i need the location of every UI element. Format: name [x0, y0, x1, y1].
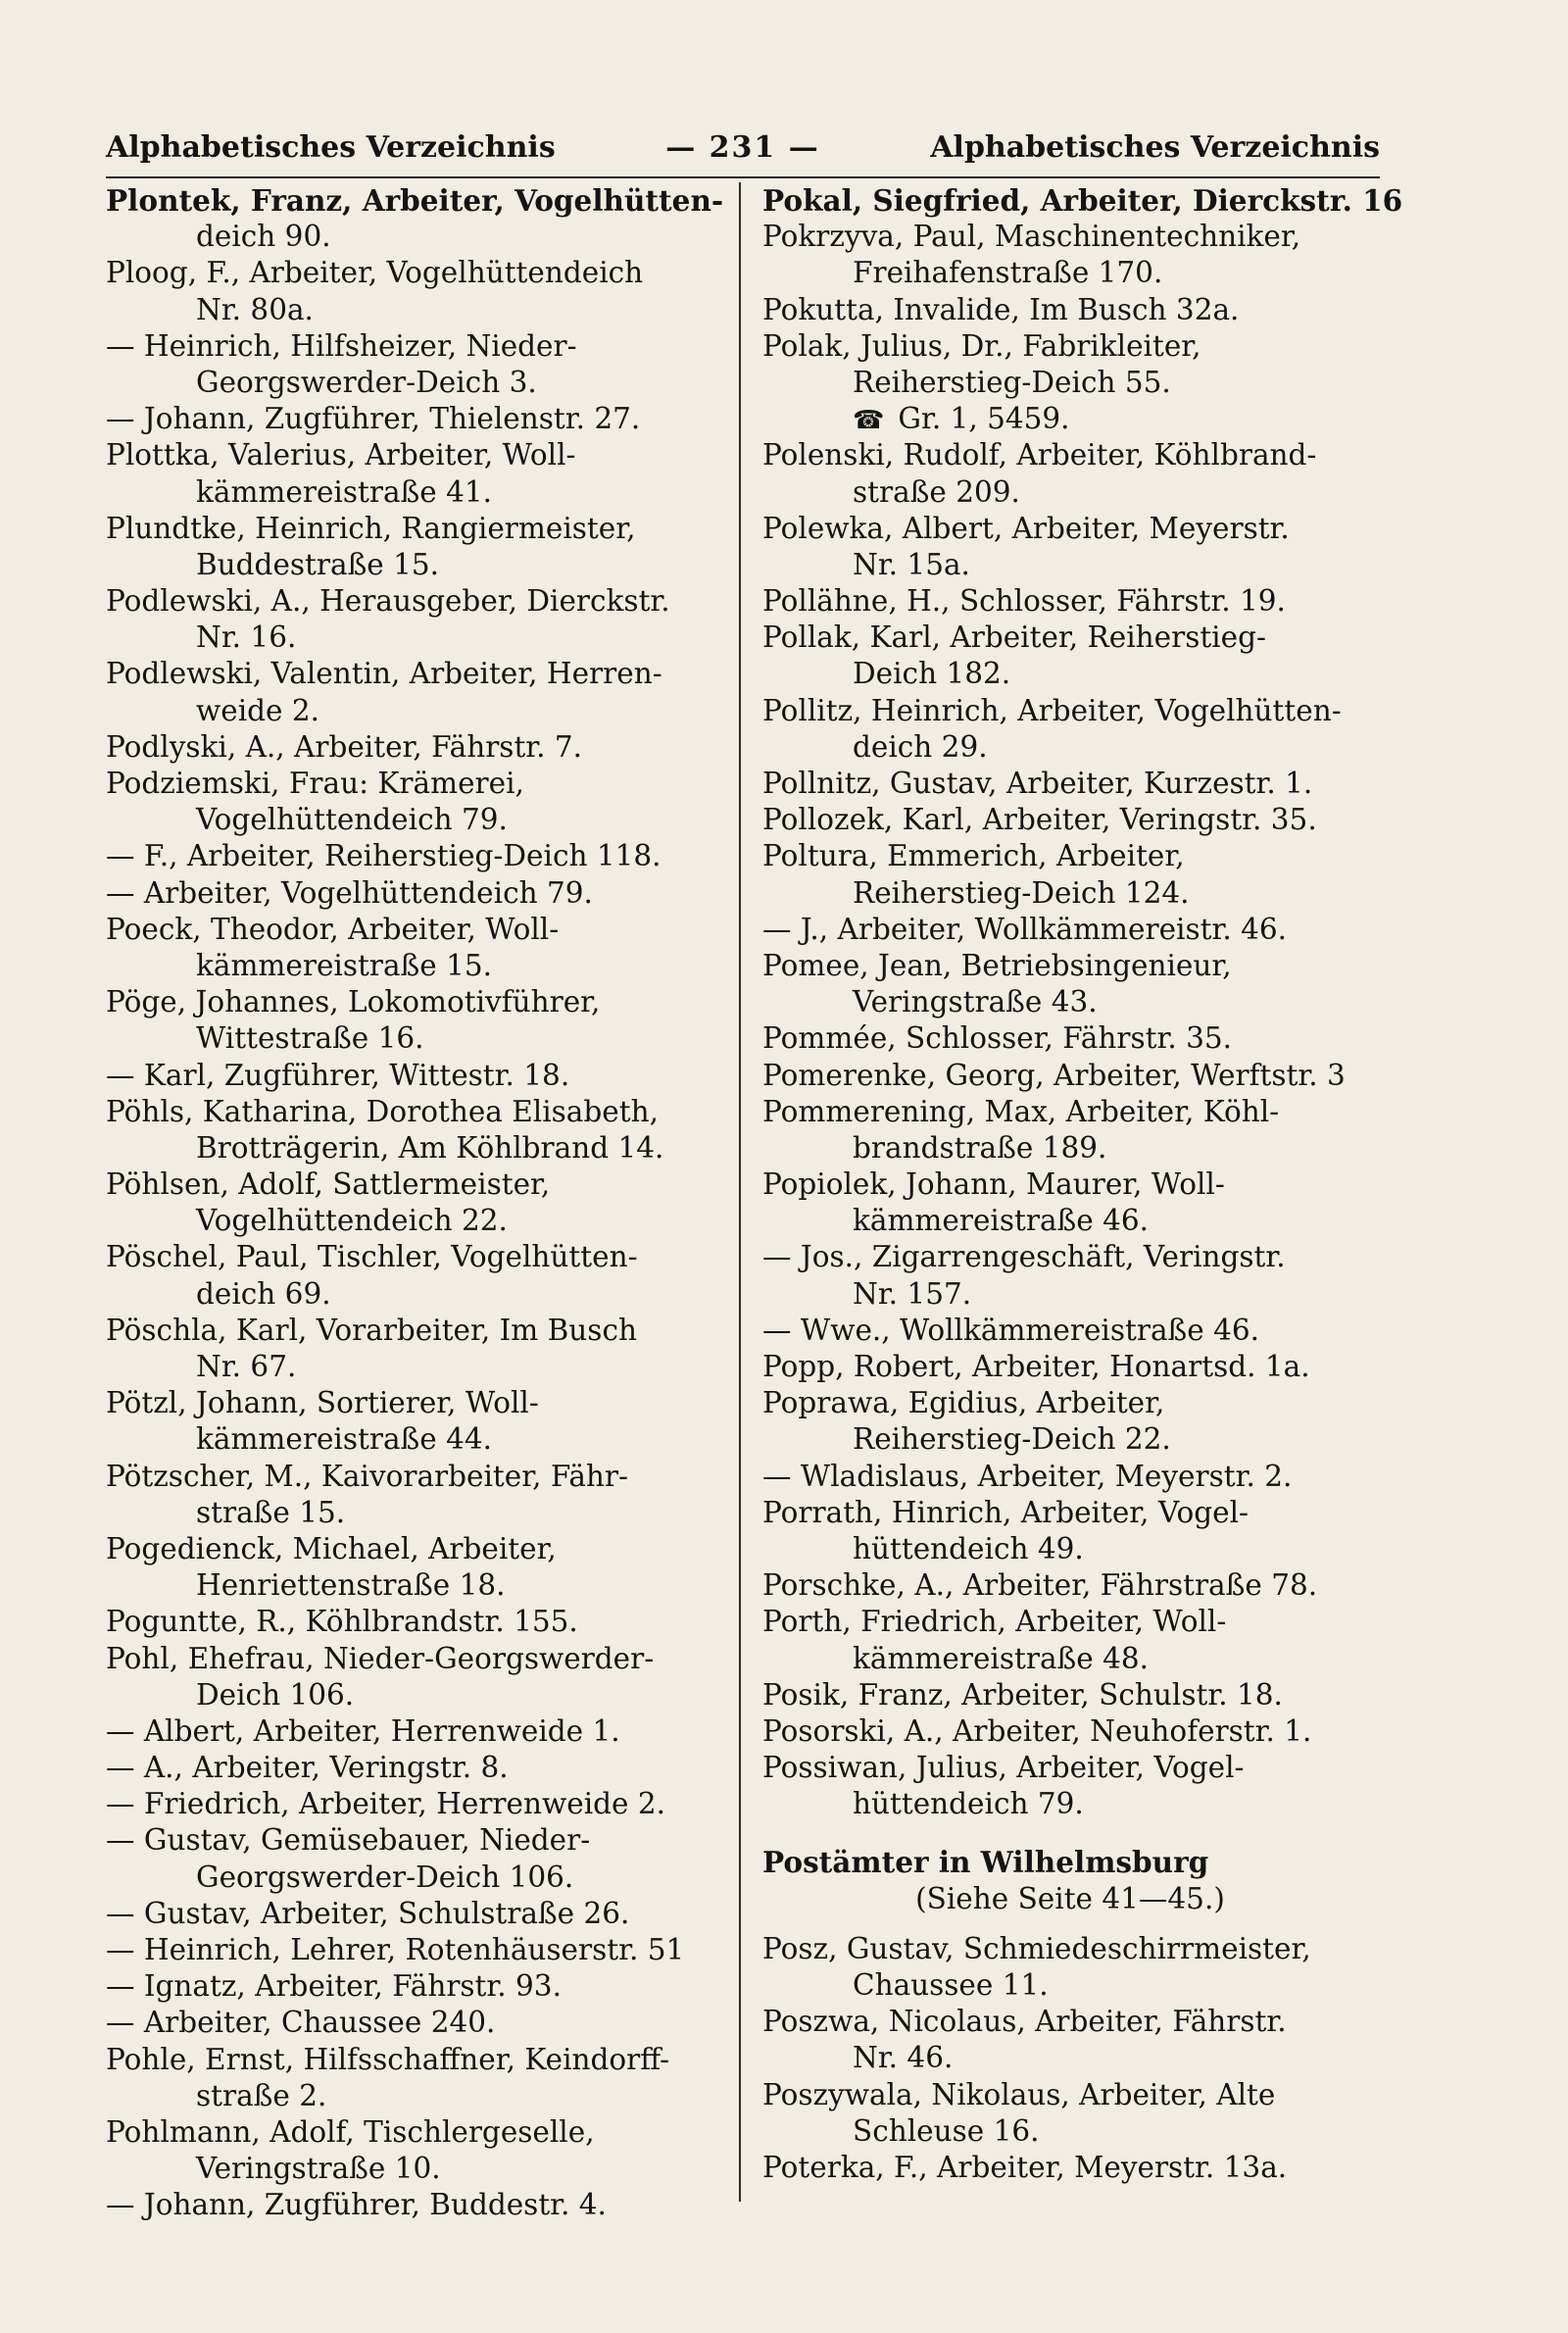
directory-entry [762, 1239, 1378, 1275]
entry-continuation [106, 802, 721, 838]
entry-continuation [762, 474, 1378, 511]
entry-text: Pötzl, Johann, Sortierer, Woll- [106, 1386, 539, 1420]
entry-text: deich 90. [196, 220, 331, 254]
entry-text: Pöschla, Karl, Vorarbeiter, Im Busch [106, 1313, 637, 1347]
directory-entry [106, 656, 721, 692]
directory-entry [762, 1313, 1378, 1349]
page-header [106, 125, 1380, 169]
right-column [762, 182, 1403, 2186]
entry-text: Pöhlsen, Adolf, Sattlermeister, [106, 1167, 551, 1202]
directory-entry [106, 1968, 721, 2005]
header-left: Alphabetisches Verzeichnis [106, 129, 556, 165]
directory-entry [106, 328, 721, 365]
entry-text: Buddestraße 15. [196, 547, 440, 581]
entry-text: Pomee, Jean, Betriebsingenieur, [762, 948, 1232, 982]
entry-text: Podlewski, Valentin, Arbeiter, Herren- [106, 657, 662, 691]
entry-continuation [762, 1531, 1378, 1567]
entry-text: Wittestraße 16. [196, 1021, 424, 1056]
entry-continuation [106, 620, 721, 656]
directory-entry [762, 1349, 1378, 1385]
entry-text: Pöhls, Katharina, Dorothea Elisabeth, [106, 1094, 659, 1128]
entry-continuation [762, 255, 1378, 291]
entry-text: Posz, Gustav, Schmiedeschirrmeister, [762, 1931, 1311, 1965]
entry-text: — Gustav, Arbeiter, Schulstraße 26. [106, 1896, 630, 1930]
entry-text: kämmereistraße 48. [853, 1641, 1150, 1675]
entry-text: Plontek, Franz, Arbeiter, Vogelhütten- [106, 183, 724, 218]
directory-entry [762, 1567, 1378, 1604]
entry-text: straße 15. [196, 1495, 346, 1529]
entry-text: Ploog, F., Arbeiter, Vogelhüttendeich [106, 256, 644, 290]
entry-text: kämmereistraße 41. [196, 474, 493, 509]
entry-text: Pogedienck, Michael, Arbeiter, [106, 1531, 557, 1565]
entry-text: Nr. 46. [853, 2041, 954, 2075]
entry-text: Pommerening, Max, Arbeiter, Köhl- [762, 1094, 1280, 1128]
entry-continuation [106, 292, 721, 328]
entry-text: Pohl, Ehefrau, Nieder-Georgswerder- [106, 1641, 655, 1675]
entry-text: Georgswerder-Deich 106. [196, 1860, 574, 1894]
entry-text: Polak, Julius, Dr., Fabrikleiter, [762, 328, 1201, 363]
entry-continuation [106, 1276, 721, 1313]
directory-entry [106, 1058, 721, 1094]
entry-text: Pomerenke, Georg, Arbeiter, Werftstr. 3 [762, 1058, 1346, 1092]
entry-text: Plundtke, Heinrich, Rangiermeister, [106, 511, 636, 545]
entry-continuation [762, 1967, 1378, 2004]
directory-entry [106, 1313, 721, 1349]
header-right: Alphabetisches Verzeichnis [930, 129, 1380, 165]
entry-continuation [106, 1349, 721, 1385]
entry-text: — Wwe., Wollkämmereistraße 46. [762, 1313, 1259, 1347]
directory-entry [762, 1677, 1378, 1713]
entry-text: Georgswerder-Deich 3. [196, 365, 537, 399]
entry-text: Poguntte, R., Köhlbrandstr. 155. [106, 1605, 578, 1639]
entry-text: — A., Arbeiter, Veringstr. 8. [106, 1751, 509, 1785]
entry-continuation [762, 656, 1378, 692]
entry-text: Poszywala, Nikolaus, Arbeiter, Alte [762, 2077, 1276, 2111]
directory-entry [106, 1385, 721, 1421]
directory-entry [762, 693, 1378, 729]
entry-continuation [106, 2078, 721, 2114]
spacer [762, 1917, 1378, 1931]
entry-text: Porrath, Hinrich, Arbeiter, Vogel- [762, 1495, 1249, 1529]
directory-entry [106, 511, 721, 547]
directory-entry [106, 182, 724, 219]
entry-text: — Johann, Zugführer, Buddestr. 4. [106, 2188, 607, 2222]
entry-continuation [106, 1130, 721, 1166]
entry-text: hüttendeich 49. [853, 1531, 1084, 1565]
entry-text: — Wladislaus, Arbeiter, Meyerstr. 2. [762, 1459, 1293, 1493]
directory-entry [762, 1713, 1378, 1750]
entry-continuation [106, 1421, 721, 1458]
entry-text: hüttendeich 79. [853, 1787, 1084, 1821]
header-rule [106, 176, 1380, 178]
entry-text: Pokrzyva, Paul, Maschinentechniker, [762, 220, 1301, 254]
entry-text: deich 69. [196, 1276, 331, 1311]
entry-text: kämmereistraße 46. [853, 1204, 1150, 1238]
entry-text: Porschke, A., Arbeiter, Fährstraße 78. [762, 1568, 1318, 1603]
directory-entry [762, 219, 1378, 255]
entry-continuation [762, 1130, 1378, 1166]
directory-entry [762, 511, 1378, 547]
entry-text: Nr. 67. [196, 1350, 297, 1383]
entry-continuation [762, 1203, 1378, 1239]
entry-continuation [106, 948, 721, 984]
entry-text: Polewka, Albert, Arbeiter, Meyerstr. [762, 511, 1290, 545]
entry-text: brandstraße 189. [853, 1130, 1107, 1165]
entry-text: Veringstraße 43. [853, 985, 1098, 1019]
entry-text: — Arbeiter, Vogelhüttendeich 79. [106, 875, 593, 910]
entry-text: Pollitz, Heinrich, Arbeiter, Vogelhütten- [762, 693, 1342, 727]
directory-entry [762, 1495, 1378, 1531]
telephone-icon: ☎ [853, 406, 885, 436]
entry-continuation [762, 1641, 1378, 1677]
entry-continuation [106, 1203, 721, 1239]
entry-text: Pöschel, Paul, Tischler, Vogelhütten- [106, 1240, 638, 1274]
entry-text: Brotträgerin, Am Köhlbrand 14. [196, 1130, 664, 1165]
left-column [106, 182, 724, 2224]
entry-text: Freihafenstraße 170. [853, 256, 1163, 290]
entry-text: Reiherstieg-Deich 22. [853, 1422, 1171, 1457]
entry-text: Pokutta, Invalide, Im Busch 32a. [762, 292, 1240, 326]
entry-continuation [762, 365, 1378, 401]
entry-continuation [106, 1495, 721, 1531]
entry-text: Deich 182. [853, 657, 1011, 691]
entry-text: (Siehe Seite 41—45.) [915, 1881, 1225, 1915]
entry-text: Pöge, Johannes, Lokomotivführer, [106, 985, 601, 1019]
entry-text: Pötzscher, M., Kaivorarbeiter, Fähr- [106, 1459, 628, 1493]
entry-text: — Gustav, Gemüsebauer, Nieder- [106, 1823, 591, 1858]
entry-text: Reiherstieg-Deich 124. [853, 875, 1190, 910]
entry-continuation [106, 1567, 721, 1604]
entry-continuation [762, 547, 1378, 583]
entry-text: Pohle, Ernst, Hilfsschaffner, Keindorff- [106, 2042, 670, 2076]
entry-text: Deich 106. [196, 1677, 355, 1712]
entry-text: kämmereistraße 44. [196, 1422, 493, 1457]
directory-entry [762, 1058, 1378, 1094]
entry-continuation [762, 1421, 1378, 1458]
directory-entry [106, 2114, 721, 2151]
entry-continuation [106, 547, 721, 583]
entry-text: Popiolek, Johann, Maurer, Woll- [762, 1167, 1225, 1202]
entry-continuation [106, 1860, 721, 1896]
directory-entry [762, 1094, 1378, 1130]
directory-entry [106, 1822, 721, 1859]
entry-text: Poltura, Emmerich, Arbeiter, [762, 839, 1185, 873]
directory-entry [106, 912, 721, 948]
entry-text: kämmereistraße 15. [196, 948, 493, 982]
entry-text: Poszwa, Nicolaus, Arbeiter, Fährstr. [762, 2005, 1287, 2039]
entry-text: Veringstraße 10. [196, 2152, 441, 2186]
directory-entry [762, 948, 1378, 984]
entry-text: Pokal, Siegfried, Arbeiter, Dierckstr. 16 [762, 183, 1403, 218]
directory-entry [762, 1020, 1378, 1057]
entry-continuation [106, 2151, 721, 2187]
directory-entry [762, 2077, 1378, 2113]
entry-text: Possiwan, Julius, Arbeiter, Vogel- [762, 1751, 1245, 1785]
directory-entry [106, 838, 721, 874]
directory-entry [762, 912, 1378, 948]
directory-entry [106, 1932, 721, 1968]
directory-entry [106, 1641, 721, 1677]
entry-continuation [762, 1786, 1378, 1822]
entry-text: Schleuse 16. [853, 2113, 1040, 2148]
directory-entry [106, 2042, 721, 2078]
entry-text: Poprawa, Egidius, Arbeiter, [762, 1386, 1165, 1420]
entry-text: Poterka, F., Arbeiter, Meyerstr. 13a. [762, 2150, 1288, 2184]
directory-entry [762, 766, 1378, 802]
entry-text: straße 2. [196, 2078, 327, 2112]
directory-entry [762, 838, 1378, 874]
entry-text: Nr. 80a. [196, 292, 314, 326]
entry-text: Poeck, Theodor, Arbeiter, Woll- [106, 912, 560, 946]
directory-entry [762, 182, 1403, 219]
entry-text: Plottka, Valerius, Arbeiter, Woll- [106, 438, 576, 472]
entry-text: straße 209. [853, 474, 1020, 509]
directory-entry [762, 1604, 1378, 1640]
entry-text: — Arbeiter, Chaussee 240. [106, 2006, 496, 2040]
entry-text: Pommée, Schlosser, Fährstr. 35. [762, 1021, 1232, 1056]
entry-text: Posorski, A., Arbeiter, Neuhoferstr. 1. [762, 1713, 1312, 1748]
directory-entry [762, 328, 1378, 365]
entry-text: Vogelhüttendeich 22. [196, 1204, 508, 1238]
directory-entry [106, 1531, 721, 1567]
entry-text: Porth, Friedrich, Arbeiter, Woll- [762, 1605, 1227, 1639]
entry-text: Nr. 15a. [853, 547, 970, 581]
entry-text: — J., Arbeiter, Wollkämmereistr. 46. [762, 912, 1287, 946]
section-note [762, 1881, 1378, 1917]
entry-text: Chaussee 11. [853, 1968, 1049, 2002]
entry-continuation [106, 219, 721, 255]
entry-text: — Jos., Zigarrengeschäft, Veringstr. [762, 1240, 1286, 1274]
entry-text: Postämter in Wilhelmsburg [762, 1845, 1209, 1880]
entry-continuation [762, 729, 1378, 766]
directory-entry [106, 729, 721, 766]
entry-continuation [762, 1276, 1378, 1313]
directory-entry [106, 401, 721, 437]
directory-entry [762, 292, 1378, 328]
entry-continuation [762, 2040, 1378, 2076]
entry-text: — Heinrich, Lehrer, Rotenhäuserstr. 51 [106, 1933, 685, 1966]
entry-text: Polenski, Rudolf, Arbeiter, Köhlbrand- [762, 438, 1317, 472]
entry-text: Podziemski, Frau: Krämerei, [106, 767, 524, 800]
phone-number [762, 401, 1378, 437]
entry-continuation [762, 875, 1378, 912]
directory-entry [106, 1239, 721, 1275]
directory-entry [106, 1713, 721, 1750]
entry-text: — Albert, Arbeiter, Herrenweide 1. [106, 1713, 620, 1748]
directory-entry [106, 1094, 721, 1130]
entry-continuation [106, 365, 721, 401]
spacer [762, 1822, 1378, 1844]
directory-entry [762, 437, 1378, 473]
entry-text: — F., Arbeiter, Reiherstieg-Deich 118. [106, 839, 662, 873]
page-number: — 231 — [665, 129, 820, 165]
directory-entry [106, 766, 721, 802]
directory-entry [762, 620, 1378, 656]
entry-text: — Karl, Zugführer, Wittestr. 18. [106, 1058, 570, 1092]
directory-entry [762, 1166, 1378, 1203]
directory-entry [762, 583, 1378, 620]
directory-entry [106, 875, 721, 912]
directory-entry [106, 2187, 721, 2223]
entry-text: weide 2. [196, 693, 320, 727]
directory-entry [762, 1931, 1378, 1967]
entry-continuation [106, 1677, 721, 1713]
entry-text: Pollähne, H., Schlosser, Fährstr. 19. [762, 584, 1286, 619]
entry-text: — Heinrich, Hilfsheizer, Nieder- [106, 328, 577, 363]
directory-entry [106, 1459, 721, 1495]
column-divider [739, 182, 741, 2202]
entry-text: Posik, Franz, Arbeiter, Schulstr. 18. [762, 1677, 1283, 1712]
entry-continuation [762, 984, 1378, 1020]
entry-text: Pollnitz, Gustav, Arbeiter, Kurzestr. 1. [762, 767, 1313, 800]
entry-text: Podlewski, A., Herausgeber, Dierckstr. [106, 584, 670, 619]
entry-text: Nr. 16. [196, 620, 297, 655]
entry-text: Popp, Robert, Arbeiter, Honartsd. 1a. [762, 1350, 1310, 1383]
directory-entry [106, 583, 721, 620]
entry-text: — Johann, Zugführer, Thielenstr. 27. [106, 402, 641, 436]
entry-text: Podlyski, A., Arbeiter, Fährstr. 7. [106, 729, 583, 764]
directory-entry [106, 437, 721, 473]
directory-entry [762, 802, 1378, 838]
directory-entry [762, 2150, 1378, 2186]
entry-text: deich 29. [853, 729, 988, 764]
directory-entry [106, 1750, 721, 1786]
entry-text: Pohlmann, Adolf, Tischlergeselle, [106, 2114, 595, 2149]
directory-entry [762, 1385, 1378, 1421]
entry-text: Henriettenstraße 18. [196, 1568, 506, 1603]
entry-continuation [106, 474, 721, 511]
entry-text: Nr. 157. [853, 1276, 972, 1311]
entry-text: — Ignatz, Arbeiter, Fährstr. 93. [106, 1969, 562, 2004]
directory-entry [106, 255, 721, 291]
entry-text: Pollozek, Karl, Arbeiter, Veringstr. 35. [762, 803, 1317, 837]
directory-entry [106, 1786, 721, 1822]
entry-continuation [762, 2113, 1378, 2150]
directory-entry [106, 1166, 721, 1203]
section-heading [762, 1844, 1378, 1880]
directory-entry [106, 984, 721, 1020]
entry-text: Reiherstieg-Deich 55. [853, 365, 1171, 399]
entry-text: Vogelhüttendeich 79. [196, 803, 508, 837]
entry-text: — Friedrich, Arbeiter, Herrenweide 2. [106, 1787, 666, 1821]
directory-entry [762, 1459, 1378, 1495]
entry-continuation [106, 693, 721, 729]
entry-text: Gr. 1, 5459. [898, 402, 1070, 436]
entry-text: Pollak, Karl, Arbeiter, Reiherstieg- [762, 620, 1266, 655]
entry-continuation [106, 1020, 721, 1057]
directory-entry [762, 2004, 1378, 2040]
directory-entry [762, 1750, 1378, 1786]
directory-entry [106, 1896, 721, 1932]
directory-entry [106, 2005, 721, 2041]
directory-entry [106, 1604, 721, 1640]
